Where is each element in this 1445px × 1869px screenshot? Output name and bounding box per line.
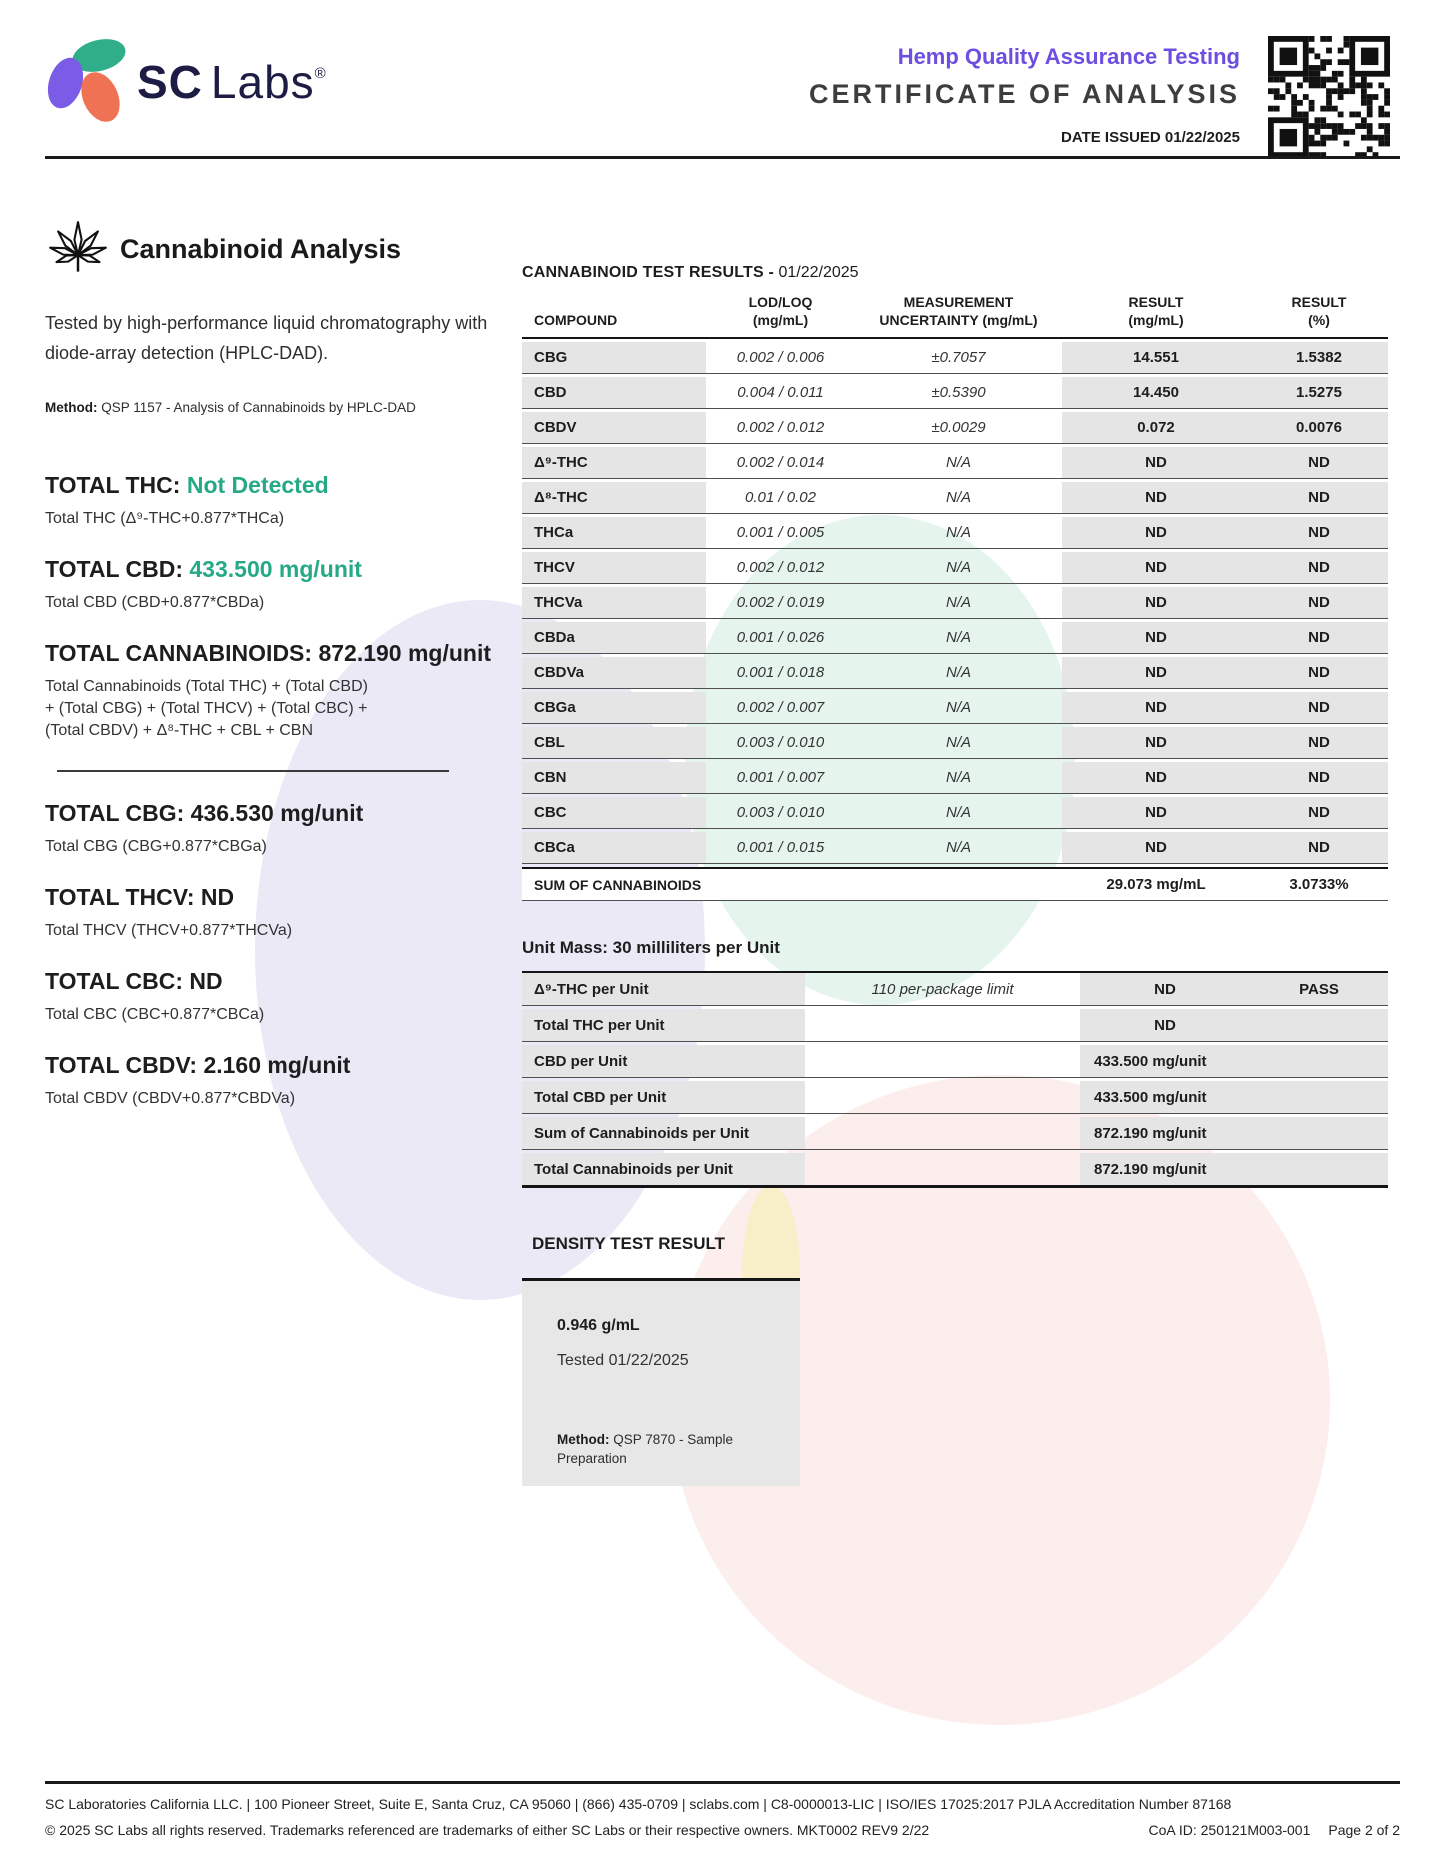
unit-mass-heading: Unit Mass: 30 milliliters per Unit	[522, 938, 780, 957]
table-row: CBD 0.004 / 0.011 ±0.5390 14.450 1.5275	[522, 377, 1388, 409]
sum-of-cannabinoids-row	[522, 867, 1388, 901]
per-unit-table	[522, 968, 1388, 1191]
total-label: TOTAL THCV:	[45, 883, 201, 910]
table-row: Δ⁹-THC 0.002 / 0.014 N/A ND ND	[522, 447, 1388, 479]
density-method	[557, 1430, 772, 1468]
footer-legal-line	[45, 1822, 1400, 1838]
total-label: TOTAL THC:	[45, 472, 187, 498]
unit-table-row: Sum of Cannabinoids per Unit 872.190 mg/unit	[522, 1117, 1388, 1150]
col-header-compound: COMPOUND	[522, 291, 706, 339]
total-block	[45, 798, 525, 858]
total-formula: Total Cannabinoids (Total THC) + (Total CBD) + (Total CBG) + (Total THCV) + (Total CBC) + (Total CBDV) + Δ⁸-THC + CBL + CBN	[45, 678, 368, 739]
footer-page-number: Page 2 of 2	[1328, 1822, 1400, 1838]
method-text: QSP 1157 - Analysis of Cannabinoids by HPLC-DAD	[101, 400, 416, 415]
col-header-uncertainty: MEASUREMENT UNCERTAINTY (mg/mL)	[855, 291, 1062, 339]
results-title-label: CANNABINOID TEST RESULTS -	[522, 264, 775, 281]
unit-table-row: Total THC per Unit ND	[522, 1009, 1388, 1042]
table-row: CBN 0.001 / 0.007 N/A ND ND	[522, 762, 1388, 794]
certificate-title: CERTIFICATE OF ANALYSIS	[808, 79, 1240, 109]
footer-coa-id: CoA ID: 250121M003-001	[1148, 1822, 1311, 1838]
table-row: CBG 0.002 / 0.006 ±0.7057 14.551 1.5382	[522, 342, 1388, 374]
total-block	[45, 882, 525, 942]
total-formula: Total CBG (CBG+0.877*CBGa)	[45, 837, 267, 855]
table-row: CBDVa 0.001 / 0.018 N/A ND ND	[522, 657, 1388, 689]
total-value: 433.500 mg/unit	[189, 556, 362, 582]
total-formula: Total THCV (THCV+0.877*THCVa)	[45, 921, 293, 939]
sum-result-pct: 3.0733%	[1250, 867, 1388, 901]
cannabis-leaf-icon	[45, 216, 111, 286]
totals-divider	[57, 770, 449, 772]
logo-sc-text: SC	[137, 56, 203, 108]
density-result-box	[522, 1278, 800, 1486]
cannabinoid-results-table	[522, 288, 1388, 904]
table-row: CBGa 0.002 / 0.007 N/A ND ND	[522, 692, 1388, 724]
table-row: Δ⁸-THC 0.01 / 0.02 N/A ND ND	[522, 482, 1388, 514]
total-label: TOTAL CBG:	[45, 799, 191, 826]
table-row: CBC 0.003 / 0.010 N/A ND ND	[522, 797, 1388, 829]
footer-copyright: © 2025 SC Labs all rights reserved. Trademarks referenced are trademarks of either SC Labs or their respective owners. MKT0002 REV9 2/22	[45, 1822, 930, 1838]
table-row: THCa 0.001 / 0.005 N/A ND ND	[522, 517, 1388, 549]
header	[0, 0, 1445, 160]
qr-code	[1268, 36, 1390, 158]
sum-result-mg: 29.073 mg/mL	[1062, 867, 1250, 901]
date-issued: DATE ISSUED 01/22/2025	[1061, 129, 1240, 146]
total-label: TOTAL CBD:	[45, 556, 190, 582]
total-value: 872.190 mg/unit	[318, 640, 492, 666]
total-label: TOTAL CANNABINOIDS:	[45, 640, 319, 666]
density-value: 0.946 g/mL	[557, 1317, 640, 1334]
analysis-description: Tested by high-performance liquid chromatography with diode-array detection (HPLC-DAD).	[45, 313, 488, 363]
unit-table-body	[522, 971, 1388, 1188]
analysis-section-title: Cannabinoid Analysis	[120, 234, 402, 264]
total-value: ND	[189, 967, 223, 994]
col-header-lodloq: LOD/LOQ (mg/mL)	[706, 291, 855, 339]
table-row: THCVa 0.002 / 0.019 N/A ND ND	[522, 587, 1388, 619]
total-formula: Total CBDV (CBDV+0.877*CBDVa)	[45, 1089, 296, 1107]
density-method-label: Method:	[557, 1432, 610, 1447]
logo-labs-text: Labs	[210, 56, 315, 108]
col-header-result-mg: RESULT (mg/mL)	[1062, 291, 1250, 339]
density-method-text: QSP 7870 - Sample Preparation	[557, 1432, 734, 1466]
total-block	[45, 1050, 525, 1110]
total-label: TOTAL CBC:	[45, 967, 190, 994]
analysis-method	[45, 400, 416, 415]
total-value: Not Detected	[186, 472, 329, 498]
results-table-title	[522, 264, 859, 282]
sclabs-logo	[137, 55, 327, 109]
unit-table-row: Total CBD per Unit 433.500 mg/unit	[522, 1081, 1388, 1114]
total-block	[45, 554, 525, 614]
total-label: TOTAL CBDV:	[45, 1051, 204, 1078]
table-row: CBDV 0.002 / 0.012 ±0.0029 0.072 0.0076	[522, 412, 1388, 444]
col-header-result-pct: RESULT (%)	[1250, 291, 1388, 339]
registered-mark: ®	[314, 65, 327, 82]
density-heading: DENSITY TEST RESULT	[532, 1234, 726, 1253]
table-row: THCV 0.002 / 0.012 N/A ND ND	[522, 552, 1388, 584]
unit-table-row: Total Cannabinoids per Unit 872.190 mg/unit	[522, 1153, 1388, 1188]
method-label: Method:	[45, 400, 98, 415]
results-table-body	[522, 342, 1388, 864]
total-value: ND	[200, 883, 235, 910]
total-formula: Total CBC (CBC+0.877*CBCa)	[45, 1005, 265, 1023]
total-block	[45, 470, 525, 530]
table-row: CBL 0.003 / 0.010 N/A ND ND	[522, 727, 1388, 759]
results-title-date: 01/22/2025	[778, 264, 859, 281]
unit-table-row: CBD per Unit 433.500 mg/unit	[522, 1045, 1388, 1078]
program-title: Hemp Quality Assurance Testing	[897, 44, 1240, 69]
total-formula: Total THC (Δ⁹-THC+0.877*THCa)	[45, 510, 285, 527]
footer-lab-info: SC Laboratories California LLC. | 100 Pioneer Street, Suite E, Santa Cruz, CA 95060 | (866) 435-0709 | sclabs.com | C8-0000013-LIC | ISO/IES 17025:2017 PJLA Accreditation Number 87168	[45, 1796, 1232, 1812]
footer-divider	[45, 1781, 1400, 1784]
total-value: 2.160 mg/unit	[203, 1051, 351, 1078]
table-row: CBDa 0.001 / 0.026 N/A ND ND	[522, 622, 1388, 654]
unit-table-row: Δ⁹-THC per Unit 110 per-package limit ND PASS	[522, 971, 1388, 1006]
sum-label: SUM OF CANNABINOIDS	[522, 867, 1062, 901]
totals-list	[45, 470, 525, 1134]
density-tested-date: Tested 01/22/2025	[557, 1352, 689, 1369]
table-row: CBCa 0.001 / 0.015 N/A ND ND	[522, 832, 1388, 864]
total-block	[45, 638, 525, 742]
header-divider	[45, 156, 1400, 159]
total-block	[45, 966, 525, 1026]
results-header-row	[522, 291, 1388, 339]
total-formula: Total CBD (CBD+0.877*CBDa)	[45, 594, 265, 611]
total-value: 436.530 mg/unit	[190, 799, 364, 826]
